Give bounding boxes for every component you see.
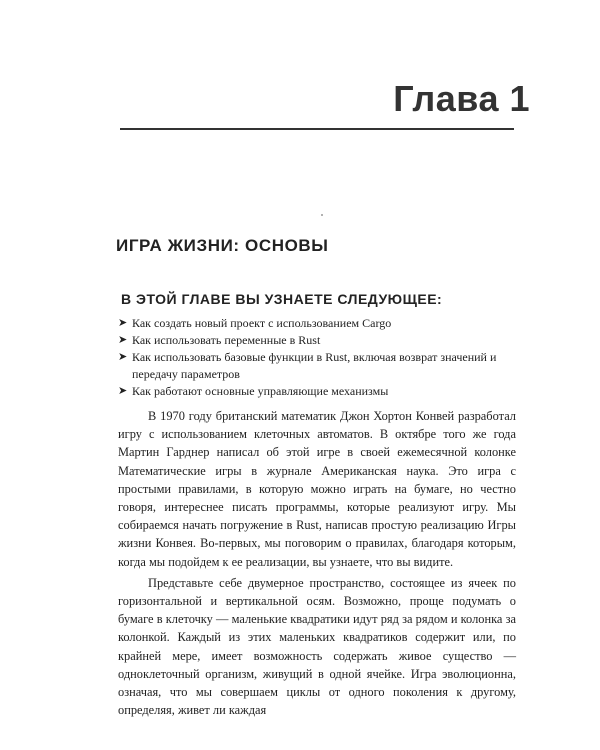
chapter-title: Глава 1 (393, 78, 530, 119)
list-item-text: Как использовать переменные в Rust (132, 333, 321, 347)
list-item (118, 332, 518, 349)
list-item (118, 383, 518, 400)
learning-objectives-heading: В ЭТОЙ ГЛАВЕ ВЫ УЗНАЕТЕ СЛЕДУЮЩЕЕ: (121, 291, 443, 307)
list-item-text: Как создать новый проект с использованием Cargo (132, 316, 392, 330)
learning-objectives-list (118, 315, 518, 400)
list-item-text: Как использовать базовые функции в Rust, включая возврат значений и передачу параметров (132, 350, 497, 381)
body-paragraph: В 1970 году британский математик Джон Хортон Конвей разработал игру с использованием клеточных автоматов. В октябре того же года Мартин Гарднер написал об этой игре в своей ежемесячной колонке Математические игры в журнале Американская наука. Это игра с простыми правилами, в которую можно играть на бумаге, но честно говоря, интереснее писать программы, которые реализуют игру. Мы собираемся начать погружение в Rust, написав простую реализацию Игры жизни Конвея. Во-первых, мы поговорим о правилах, благодаря которым, когда мы подойдем к ее реализации, вы узнаете, что вы видите. (118, 409, 516, 569)
chapter-divider (120, 128, 514, 130)
body-text (118, 407, 516, 719)
arrow-bullet-icon: ➤ (118, 385, 128, 397)
body-paragraph: Представьте себе двумерное пространство, состоящее из ячеек по горизонтальной и вертикальной осям. Возможно, проще подумать о бумаге в клеточку — маленькие квадратики идут ряд за рядом и колонка за колонкой. Каждый из этих маленьких квадратиков содержит или, по крайней мере, имеет возможность содержать живое существо — одноклеточный организм, живущий в одной ячейке. Игра эволюционна, означая, что мы совершаем циклы от одного поколения к другому, определяя, живет ли каждая (118, 575, 516, 718)
arrow-bullet-icon: ➤ (118, 317, 128, 329)
list-item (118, 349, 518, 383)
section-heading: ИГРА ЖИЗНИ: ОСНОВЫ (116, 236, 329, 255)
list-item-text: Как работают основные управляющие механизмы (132, 384, 389, 398)
list-item (118, 315, 518, 332)
scan-speck (321, 214, 323, 216)
arrow-bullet-icon: ➤ (118, 334, 128, 346)
arrow-bullet-icon: ➤ (118, 351, 128, 363)
